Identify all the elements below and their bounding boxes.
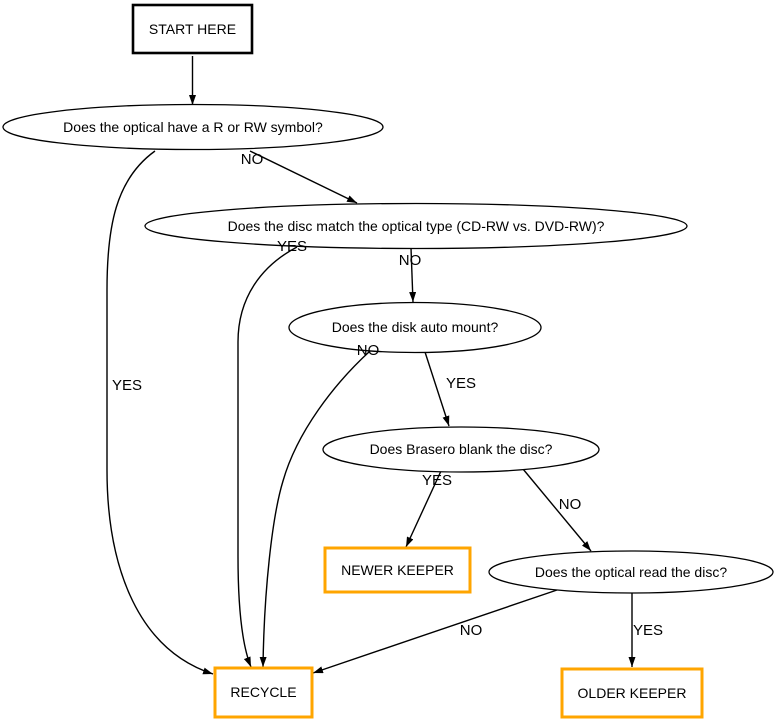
edge-label-q2-yes: YES <box>276 238 308 255</box>
question-symbol-label: Does the optical have a R or RW symbol? <box>63 119 323 135</box>
node-newer-keeper <box>325 548 470 592</box>
node-question-blank <box>323 427 599 472</box>
edge-q5-recycle <box>313 590 557 673</box>
start-label: START HERE <box>148 21 237 37</box>
edge-label-q5-no: NO <box>459 622 483 639</box>
question-match-label: Does the disc match the optical type (CD-RW vs. DVD-RW)? <box>227 218 605 234</box>
newer-keeper-label: NEWER KEEPER <box>341 562 454 578</box>
edge-label-q2-no: NO <box>398 252 422 269</box>
node-question-read <box>489 551 773 593</box>
node-question-symbol <box>3 105 383 150</box>
edge-label-q3-yes: YES <box>445 375 477 392</box>
edge-label-q4-no: NO <box>558 496 582 513</box>
older-keeper-label: OLDER KEEPER <box>577 685 687 701</box>
question-blank-label: Does Brasero blank the disc? <box>369 441 553 457</box>
node-older-keeper <box>562 669 702 717</box>
question-mount-label: Does the disk auto mount? <box>331 319 499 335</box>
node-question-match <box>145 204 687 249</box>
recycle-label: RECYCLE <box>230 684 297 700</box>
edge-label-q1-no: NO <box>240 151 264 168</box>
node-question-mount <box>289 303 541 353</box>
node-start <box>133 5 252 53</box>
nodes <box>3 5 773 717</box>
edge-q1-q2 <box>250 151 357 203</box>
edge-label-q1-yes: YES <box>111 377 143 394</box>
node-recycle <box>215 668 312 717</box>
edge-label-q5-yes: YES <box>632 622 664 639</box>
edge-q2-recycle <box>238 247 297 667</box>
edge-label-q4-yes: YES <box>421 472 453 489</box>
question-read-label: Does the optical read the disc? <box>534 564 728 580</box>
edge-label-q3-no: NO <box>356 342 380 359</box>
edge-q3-recycle <box>263 351 370 667</box>
